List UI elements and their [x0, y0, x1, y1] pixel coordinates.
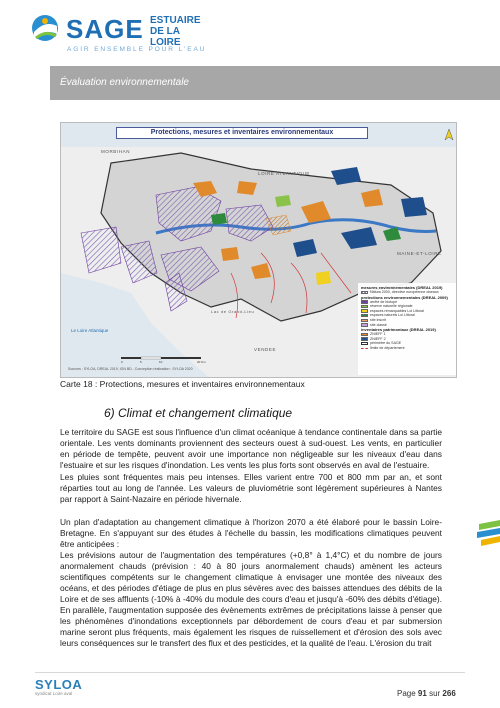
scale-label-10: 10	[159, 360, 163, 364]
legend-title-protections: protections environnementales (DREAL 2009)	[361, 294, 448, 300]
environment-map	[60, 122, 457, 378]
map-label-morbihan: MORBIHAN	[101, 149, 131, 154]
logo-subtitle-loire: DE LA LOIRE	[150, 26, 181, 48]
page-prefix: Page	[397, 689, 416, 698]
map-title: Protections, mesures et inventaires environnementaux	[116, 127, 368, 139]
map-label-ocean: Le Loire Atlantique	[71, 328, 109, 333]
map-label-maine-et-loire: MAINE-ET-LOIRE	[397, 251, 442, 256]
map-legend	[358, 283, 456, 375]
north-arrow-icon	[444, 129, 454, 141]
decorative-stripes	[475, 520, 500, 550]
section-header-band	[50, 66, 500, 100]
legend-title-inventaires: inventaires patrimoniaux (DREAL 2019)	[361, 327, 436, 333]
legend-item-arrete: arrêté de biotope	[361, 300, 453, 305]
scale-bar	[119, 356, 209, 364]
legend-item-natura: Natura 2000, directive européenne oiseaux	[361, 290, 453, 295]
paragraph-pluies: Les pluies sont fréquentes mais peu intenses. Elles varient entre 700 et 800 mm par an, et sont réparties tout au long de l'année. Les valeurs de pluviométrie sont légèrement supérieures à Nantes par rapport à Saint-Nazaire en période hivernale.	[60, 472, 442, 504]
map-label-lac: Lac de Grand-Lieu	[211, 309, 255, 314]
sage-logo	[30, 12, 207, 62]
map-source: Sources : SYLOA, DREAL 2019, IGN BD - Conception réalisation : SYLOA 2020	[68, 367, 193, 371]
scale-label-20: 20 Km	[197, 360, 206, 364]
figure-caption: Carte 18 : Protections, mesures et inventaires environnementaux	[60, 379, 305, 389]
map-label-vendee: VENDEE	[254, 347, 277, 352]
legend-item-espace-cdl: espaces remarquables Loi Littoral	[361, 309, 453, 314]
legend-item-limite: limite de département	[361, 346, 453, 351]
syloa-logo	[35, 677, 95, 701]
legend-item-espace-rem: espaces naturels Loi Littoral	[361, 313, 453, 318]
legend-item-znieff2: ZNIEFF 2	[361, 337, 453, 342]
legend-item-reserve: réserve naturelle régionale	[361, 304, 453, 309]
legend-item-inscrit: site inscrit	[361, 318, 453, 323]
paragraph-climat: Le territoire du SAGE est sous l'influence d'un climat océanique à tendance continentale dans sa partie orientale. Les vents dominants proviennent des secteurs ouest à sud-ouest. Les vents, en particulier en période de tempête, peuvent avoir une importance non négligeable sur les niveaux d'eau dans l'estuaire et sur les risques d'inondation. Les vents les plus forts sont observés en aval de l'estuaire.	[60, 427, 442, 470]
page-mid: sur	[429, 689, 441, 698]
section-title: Évaluation environnementale	[60, 77, 189, 88]
logo-subtitle-estuaire: ESTUAIRE	[150, 15, 201, 26]
legend-item-znieff1: ZNIEFF 1	[361, 332, 453, 337]
page-current: 91	[417, 689, 427, 698]
legend-title-mesures: mesures environnementales (DREAL 2019)	[361, 285, 443, 290]
sage-emblem-icon	[30, 12, 60, 50]
syloa-logo-subtitle: syndicat Loire aval	[35, 691, 73, 696]
paragraph-adaptation	[60, 517, 442, 649]
logo-tagline: AGIR ENSEMBLE POUR L'EAU	[67, 46, 207, 53]
page-total: 266	[442, 689, 456, 698]
paragraph-previsions: Les prévisions autour de l'augmentation des températures (+0,8° à 1,4°C) et du nombre de jours anormalement chauds (prévision : 40 à 80 jours anormalement chauds) amènent les acteurs scientifiques compétents sur le changement climatique à envisager une montée des niveaux des océans, et des périodes d'étiage de plus en plus sévères avec des baisses attendues des débits de la Loire et de ses affluents (-10% à -40% du module des cours d'eau et jusqu'à -60% des débits d'étiage). En parallèle, l'augmentation supposée des évènements extrêmes de précipitations laisse à penser que les phénomènes d'inondations exceptionnels par débordement de cours d'eau et par submersion marine seront plus fréquents, mais également les risques de ruissellement et d'érosion des sols avec leurs conséquences sur le transfert des flux et des pesticides, et la qualité de l'eau. L'érosion du trait	[60, 550, 442, 648]
map-label-loire-atlantique: LOIRE ATLANTIQUE	[258, 171, 311, 176]
legend-item-perimetre: périmètre du SAGE	[361, 341, 453, 346]
paragraph-adaptation-intro: Un plan d'adaptation au changement climatique à l'horizon 2070 a été élaboré pour le bassin Loire-Bretagne. En s'appuyant sur des études à l'échelle du bassin, les modifications climatiques peuvent être anticipées :	[60, 517, 442, 549]
syloa-logo-text: SYLOA	[35, 677, 83, 692]
page-number	[397, 689, 456, 698]
legend-item-classe: site classé	[361, 323, 453, 328]
logo-sage-text: SAGE	[66, 14, 144, 44]
footer-divider	[35, 672, 465, 673]
scale-label-0: 0	[121, 360, 123, 364]
scale-label-5: 5	[140, 360, 142, 364]
section-heading: 6) Climat et changement climatique	[104, 406, 293, 420]
